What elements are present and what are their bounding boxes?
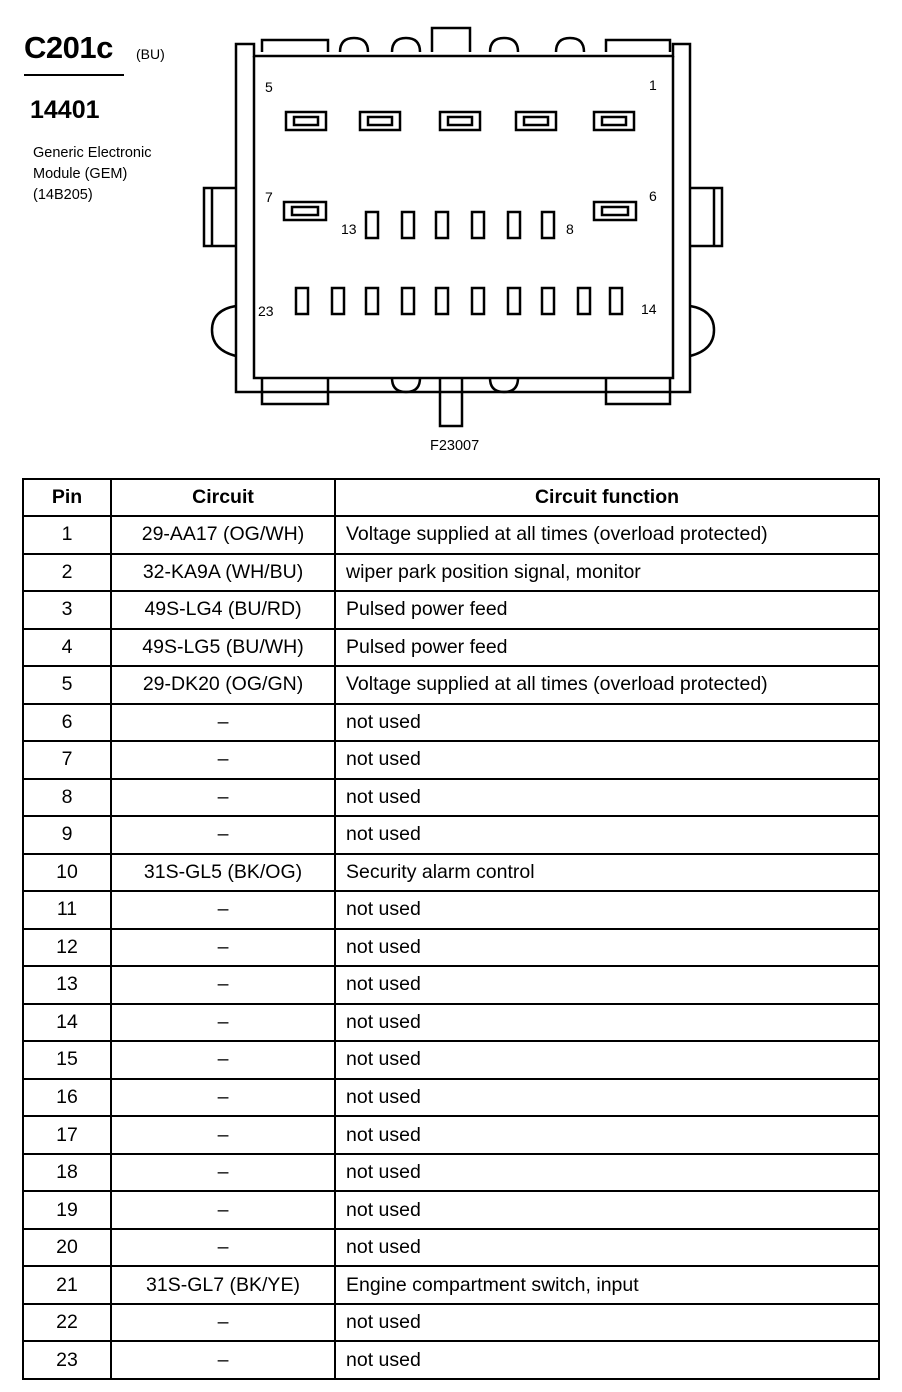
cavity <box>542 212 554 238</box>
table-row <box>23 704 879 742</box>
table-row <box>23 779 879 817</box>
cavity <box>366 288 378 314</box>
pin-cell: 22 <box>23 1304 111 1342</box>
connector-code: C201c <box>24 30 113 65</box>
top-tabs <box>262 28 670 52</box>
table-row <box>23 1041 879 1079</box>
function-cell: not used <box>335 1304 879 1342</box>
cavity <box>472 288 484 314</box>
pin-cell: 14 <box>23 1004 111 1042</box>
circuit-cell: – <box>111 779 335 817</box>
function-cell: Security alarm control <box>335 854 879 892</box>
pin-label-mid-inner-left: 13 <box>341 221 357 237</box>
cavity <box>508 288 520 314</box>
table-row <box>23 891 879 929</box>
pin-label-bottom-left: 23 <box>258 303 274 319</box>
pin-cell: 2 <box>23 554 111 592</box>
function-cell: not used <box>335 891 879 929</box>
circuit-cell: 31S-GL5 (BK/OG) <box>111 854 335 892</box>
circuit-cell: – <box>111 1229 335 1267</box>
table-row <box>23 1116 879 1154</box>
circuit-cell: – <box>111 1304 335 1342</box>
connector-color-code: (BU) <box>136 46 165 62</box>
module-line: (14B205) <box>33 187 93 203</box>
pin-cell: 10 <box>23 854 111 892</box>
function-cell: not used <box>335 1116 879 1154</box>
figure-id: F23007 <box>430 438 480 454</box>
function-cell: not used <box>335 1004 879 1042</box>
table-row <box>23 1191 879 1229</box>
cavity <box>594 112 634 130</box>
side-latches <box>204 188 722 356</box>
circuit-cell: 49S-LG4 (BU/RD) <box>111 591 335 629</box>
table-row <box>23 1341 879 1379</box>
cavity <box>360 112 400 130</box>
function-cell: not used <box>335 1191 879 1229</box>
table-row <box>23 966 879 1004</box>
cavity <box>472 212 484 238</box>
function-cell: not used <box>335 1154 879 1192</box>
connector-face-diagram <box>0 0 902 470</box>
function-cell: not used <box>335 1041 879 1079</box>
circuit-cell: – <box>111 1154 335 1192</box>
pin-cell: 7 <box>23 741 111 779</box>
table-row <box>23 741 879 779</box>
pin-label-mid-left: 7 <box>265 189 273 205</box>
pin-cell: 23 <box>23 1341 111 1379</box>
function-cell: not used <box>335 704 879 742</box>
pin-label-top-right: 1 <box>649 77 657 93</box>
pin-cell: 6 <box>23 704 111 742</box>
bottom-tabs <box>262 378 670 426</box>
pin-cell: 11 <box>23 891 111 929</box>
table-row <box>23 591 879 629</box>
function-cell: Pulsed power feed <box>335 629 879 667</box>
table-header-row <box>23 479 879 516</box>
circuit-cell: – <box>111 966 335 1004</box>
circuit-cell: – <box>111 929 335 967</box>
function-cell: not used <box>335 966 879 1004</box>
function-cell: not used <box>335 1341 879 1379</box>
circuit-cell: – <box>111 891 335 929</box>
pin-label-bottom-right: 14 <box>641 301 657 317</box>
pin-cell: 5 <box>23 666 111 704</box>
part-number: 14401 <box>30 96 100 124</box>
connector-shell <box>236 44 690 392</box>
circuit-cell: 29-AA17 (OG/WH) <box>111 516 335 554</box>
function-cell: not used <box>335 1229 879 1267</box>
pin-cell: 21 <box>23 1266 111 1304</box>
pin-cell: 9 <box>23 816 111 854</box>
circuit-cell: – <box>111 1116 335 1154</box>
pin-cell: 20 <box>23 1229 111 1267</box>
circuit-cell: – <box>111 1079 335 1117</box>
function-cell: Engine compartment switch, input <box>335 1266 879 1304</box>
table-row <box>23 816 879 854</box>
pin-cell: 3 <box>23 591 111 629</box>
cavities-row-1 <box>286 112 634 130</box>
function-cell: not used <box>335 929 879 967</box>
cavity <box>594 202 636 220</box>
header-pin: Pin <box>23 479 111 516</box>
table-row <box>23 929 879 967</box>
pin-cell: 15 <box>23 1041 111 1079</box>
table-row <box>23 1154 879 1192</box>
header-circuit: Circuit <box>111 479 335 516</box>
pin-label-mid-right: 6 <box>649 188 657 204</box>
circuit-cell: 31S-GL7 (BK/YE) <box>111 1266 335 1304</box>
header-circuit-function: Circuit function <box>335 479 879 516</box>
cavity <box>286 112 326 130</box>
circuit-cell: – <box>111 1191 335 1229</box>
pin-cell: 19 <box>23 1191 111 1229</box>
table-row <box>23 1079 879 1117</box>
function-cell: Voltage supplied at all times (overload protected) <box>335 666 879 704</box>
table-row <box>23 1229 879 1267</box>
cavities-row-2 <box>284 202 636 238</box>
table-row <box>23 854 879 892</box>
function-cell: wiper park position signal, monitor <box>335 554 879 592</box>
table-row <box>23 1266 879 1304</box>
cavity <box>436 212 448 238</box>
table-row <box>23 516 879 554</box>
table-row <box>23 1004 879 1042</box>
module-line: Module (GEM) <box>33 166 128 182</box>
function-cell: Voltage supplied at all times (overload protected) <box>335 516 879 554</box>
pin-cell: 13 <box>23 966 111 1004</box>
cavity <box>436 288 448 314</box>
pin-table <box>22 478 880 1380</box>
pin-label-mid-inner-right: 8 <box>566 221 574 237</box>
function-cell: Pulsed power feed <box>335 591 879 629</box>
function-cell: not used <box>335 779 879 817</box>
function-cell: not used <box>335 816 879 854</box>
cavities-row-3 <box>296 288 622 314</box>
function-cell: not used <box>335 741 879 779</box>
cavity <box>516 112 556 130</box>
cavity <box>284 202 326 220</box>
cavity <box>610 288 622 314</box>
cavity <box>296 288 308 314</box>
circuit-cell: 32-KA9A (WH/BU) <box>111 554 335 592</box>
table-row <box>23 554 879 592</box>
pin-cell: 1 <box>23 516 111 554</box>
pin-cell: 17 <box>23 1116 111 1154</box>
table-row <box>23 1304 879 1342</box>
circuit-cell: – <box>111 1004 335 1042</box>
circuit-cell: – <box>111 704 335 742</box>
cavity <box>402 288 414 314</box>
cavity <box>440 112 480 130</box>
circuit-cell: 29-DK20 (OG/GN) <box>111 666 335 704</box>
module-line: Generic Electronic <box>33 145 152 161</box>
pin-cell: 18 <box>23 1154 111 1192</box>
pin-label-top-left: 5 <box>265 79 273 95</box>
cavity <box>508 212 520 238</box>
table-row <box>23 629 879 667</box>
cavity <box>542 288 554 314</box>
cavity <box>332 288 344 314</box>
pin-cell: 16 <box>23 1079 111 1117</box>
circuit-cell: 49S-LG5 (BU/WH) <box>111 629 335 667</box>
cavity <box>366 212 378 238</box>
circuit-cell: – <box>111 816 335 854</box>
cavity <box>578 288 590 314</box>
pin-cell: 12 <box>23 929 111 967</box>
pin-cell: 8 <box>23 779 111 817</box>
pin-cell: 4 <box>23 629 111 667</box>
table-row <box>23 666 879 704</box>
pin-table-body <box>23 516 879 1379</box>
circuit-cell: – <box>111 1341 335 1379</box>
cavity <box>402 212 414 238</box>
circuit-cell: – <box>111 1041 335 1079</box>
function-cell: not used <box>335 1079 879 1117</box>
circuit-cell: – <box>111 741 335 779</box>
